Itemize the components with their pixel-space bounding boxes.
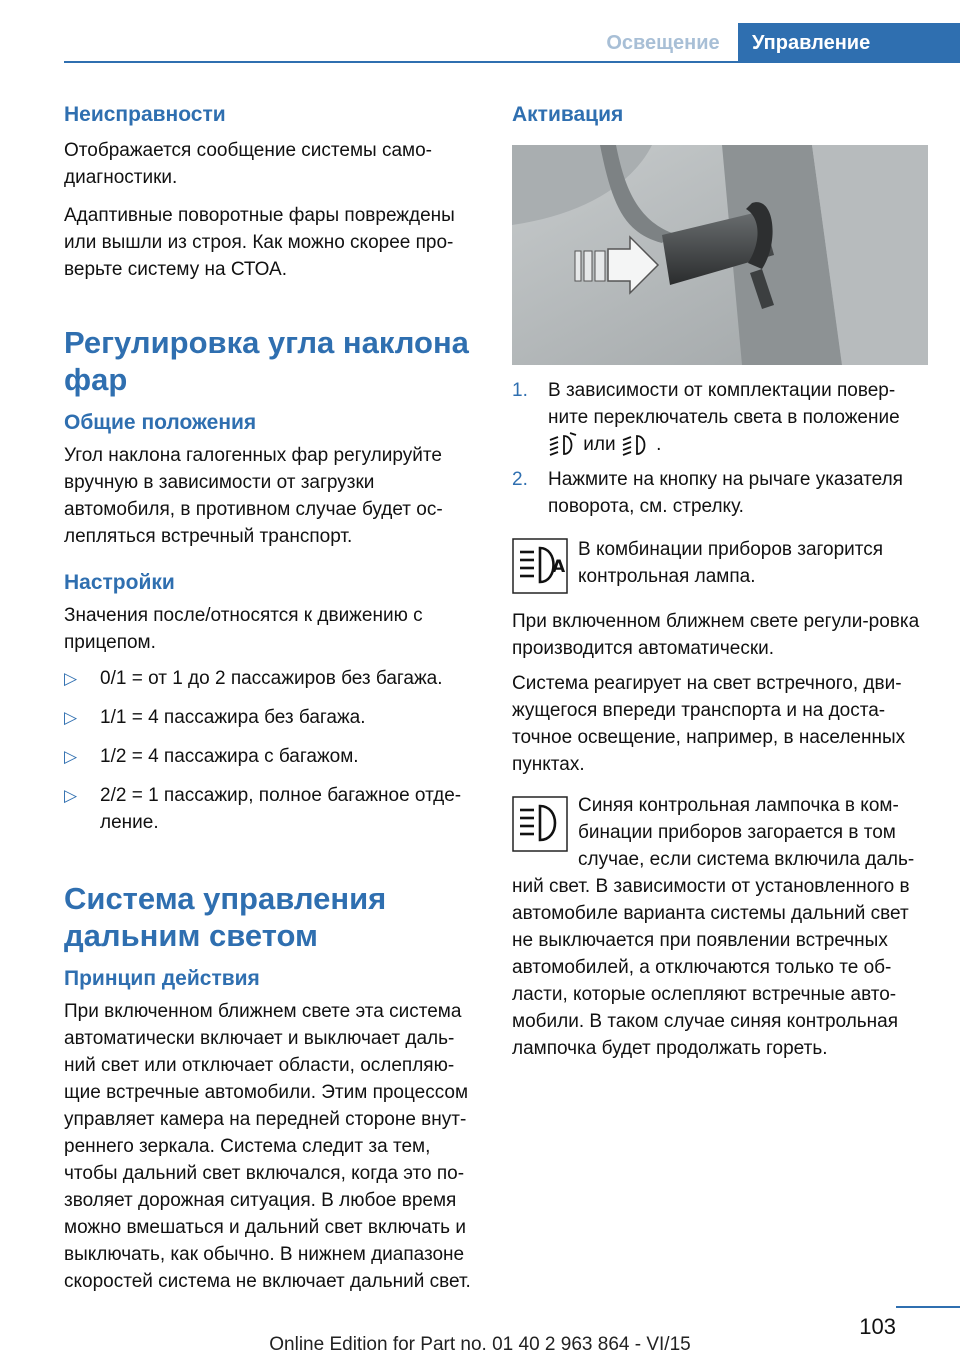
headlight-tilt-heading: Регулировка угла наклона фар [64,325,469,397]
activation-heading: Активация [512,103,624,126]
note-blue-lamp-intro: Синяя контрольная лампочка в ком-бинации приборов загорается в том случае, если система включила даль- [578,795,915,870]
settings-paragraph: Значения после/относятся к движению с прицепом. [64,605,423,653]
general-paragraph: Угол наклона галогенных фар регулируйте вручную в зависимости от загрузки автомобиля, в противном случае будет ос-леплятьcя встречный транспорт. [64,445,443,547]
note-indicator-lamp [512,536,928,594]
step-number: 2. [512,469,528,490]
left-column [64,100,484,1295]
turn-signal-stalk-photo [512,145,928,365]
note-blue-lamp [512,792,928,1062]
high-beam-assistant-indicator-icon [512,538,568,594]
faults-paragraph-1: Отображается сообщение системы само-диагностики. [64,140,432,188]
list-item: ▷ 1/2 = 4 пассажира с багажом. [64,743,484,770]
general-heading: Общие положения [64,411,257,434]
triangle-bullet-icon: ▷ [64,708,78,727]
footer-rule [896,1306,960,1308]
triangle-bullet-icon: ▷ [64,786,78,805]
step-number: 1. [512,380,528,401]
faults-heading: Неисправности [64,103,226,126]
high-beam-indicator-icon [512,796,568,852]
activation-steps [512,377,928,520]
page-number: 103 [859,1314,896,1339]
svg-text:A: A [552,557,566,577]
header-chapter-tab[interactable]: Управление [738,23,960,61]
faults-paragraph-2: Адаптивные поворотные фары повреждены или вышли из строя. Как можно скорее про-верьте систему на СТОА. [64,205,455,280]
list-item: 2. Нажмите на кнопку на рычаге указателя поворота, см. стрелку. [512,466,928,520]
low-beam-icon [621,432,651,458]
list-item: ▷ 1/1 = 4 пассажира без багажа. [64,704,484,731]
note-blue-lamp-rest: ний свет. В зависимости от установленного в автомобиле варианта системы дальний свет не выключается при появлении встречных автомобилей, а отключаются только те об-ласти, которые ослепляют встречные авто-мобили. В таком случае синяя контрольная лампочка будет продолжать гореть. [512,876,910,1059]
list-item: ▷ 0/1 = от 1 до 2 пассажиров без багажа. [64,665,484,692]
edition-footer: Online Edition for Part no. 01 40 2 963 864 - VI/15 [269,1334,691,1355]
high-beam-assistant-heading: Система управления дальним светом [64,881,387,953]
principle-heading: Принцип действия [64,967,260,990]
auto-adjust-paragraph: При включенном ближнем свете регули-ровка производится автоматически. [512,611,920,659]
list-item: ▷ 2/2 = 1 пассажир, полное багажное отде-ление. [64,782,484,836]
triangle-bullet-icon: ▷ [64,669,78,688]
reaction-paragraph: Система реагирует на свет встречного, дви-жущегося впереди транспорта и на доста-точное освещение, например, в населенных пунктах. [512,673,906,775]
settings-heading: Настройки [64,571,175,594]
header-section-tab[interactable]: Освещение [606,32,720,54]
right-column [512,100,928,1062]
list-item: 1. В зависимости от комплектации повер-ните переключатель света в положение или . [512,377,928,458]
triangle-bullet-icon: ▷ [64,747,78,766]
settings-list [64,665,484,836]
low-beam-auto-icon [548,432,578,458]
note-indicator-text: В комбинации приборов загорится контрольная лампа. [578,539,884,587]
principle-paragraph: При включенном ближнем свете эта система автоматически включает и выключает даль-ний свет или отключает области, ослепляю-щие встречные автомобили. Этим процессом управляет камера на передней стороне внут-реннего зеркала. Система следит за тем, чтобы дальний свет включался, когда это по-зволяет дорожная ситуация. В любое время можно вмешаться и дальний свет включать и выключать, как обычно. В нижнем диапазоне скоростей система не включает дальний свет. [64,1001,471,1292]
header-rule [64,61,960,63]
